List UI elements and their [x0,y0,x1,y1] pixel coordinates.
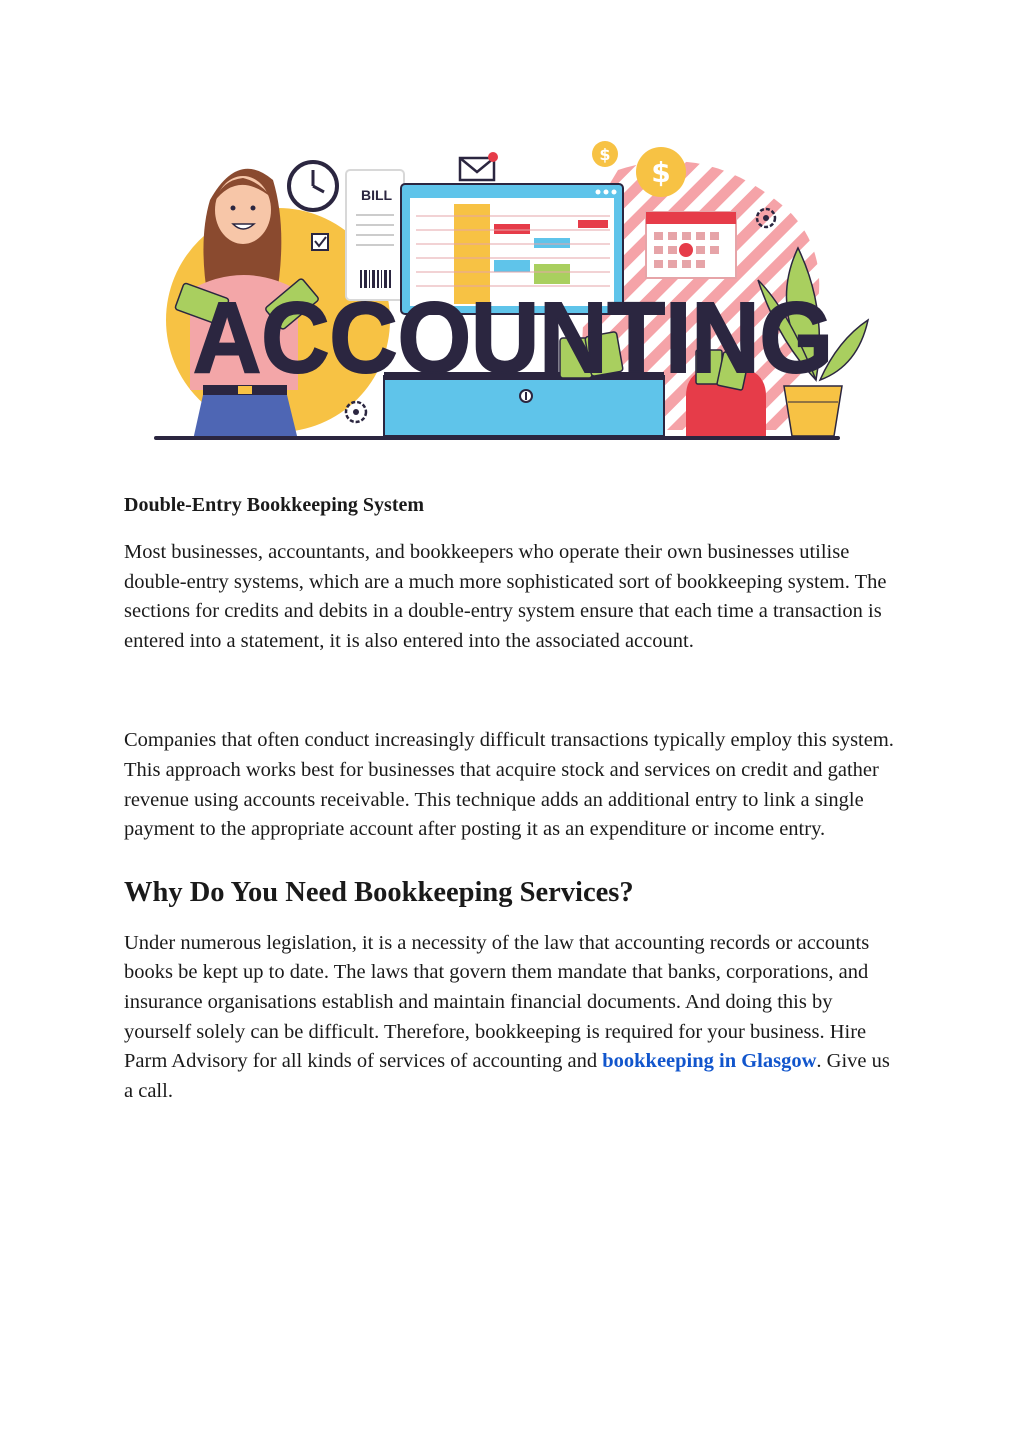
envelope-icon [460,152,498,180]
svg-text:$: $ [599,145,611,164]
bill-label: BILL [361,187,393,203]
clock-icon [289,162,337,210]
floor-line [154,436,840,440]
section-subheading: Double-Entry Bookkeeping System [124,494,425,516]
calendar-icon [646,212,736,278]
illustration-wordmark: ACCOUNTING [193,282,833,394]
bill-receipt [346,170,404,300]
paragraph-text-end: . Give us a call. [124,1050,890,1102]
checkbox-icon [312,234,328,250]
paragraph-text: Under numerous legislation, it is a necessity of the law that accounting records or accounts books be kept up to date. The laws that govern them mandate that banks, corporations, and insurance organisations establish and maintain financial documents. And doing this by yourself solely can be difficult. Therefore, bookkeeping is required for your business. Hire Parm Advisory for all kinds of services of accounting and [124,931,870,1073]
paragraph-why-bookkeeping [124,929,904,1107]
paragraph-double-entry-usage: Companies that often conduct increasingly difficult transactions typically employ this system. This approach works best for businesses that acquire stock and services on credit and gather revenue using accounts receivable. This technique adds an additional entry to link a single payment to the appropriate account after posting it as an expenditure or income entry. [124,729,894,841]
paragraph-double-entry-intro: Most businesses, accountants, and bookkeepers who operate their own businesses utilise double-entry systems, which are a much more sophisticated sort of bookkeeping system. The sections for credits and debits in a double-entry system ensure that each time a transaction is entered into a statement, it is also entered into the associated account. [124,541,887,652]
bookkeeping-glasgow-link[interactable]: bookkeeping in Glasgow [602,1050,817,1073]
article-body [124,488,904,1106]
section-heading: Why Do You Need Bookkeeping Services? [124,876,634,908]
svg-text:$: $ [651,156,671,189]
accounting-illustration [148,140,878,450]
